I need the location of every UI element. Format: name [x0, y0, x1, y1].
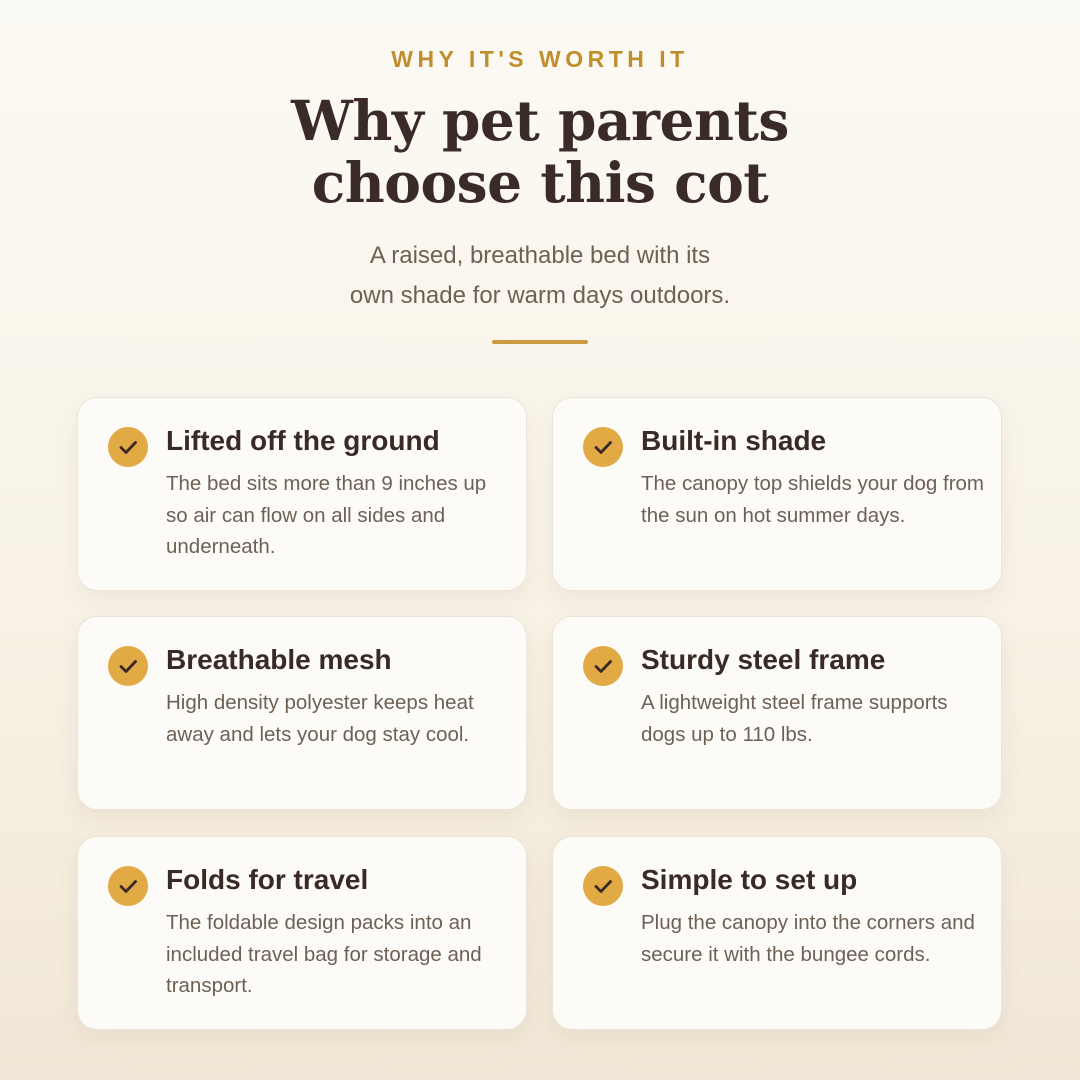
feature-card-setup	[552, 836, 1002, 1030]
feature-title: Simple to set up	[641, 864, 858, 895]
feature-card-mesh	[77, 616, 527, 810]
subtitle-line-1: A raised, breathable bed with its	[369, 242, 711, 269]
feature-description: Plug the canopy into the corners and secure it with the bungee cords.	[641, 911, 975, 966]
feature-title: Built-in shade	[641, 425, 827, 456]
check-icon	[108, 866, 148, 906]
check-icon	[583, 427, 623, 467]
check-icon	[108, 646, 148, 686]
feature-card-lifted	[77, 397, 527, 591]
feature-title: Breathable mesh	[166, 644, 392, 675]
feature-description: The bed sits more than 9 inches up so air can flow on all sides and underneath.	[166, 472, 487, 559]
title-line-1: Why pet parents	[291, 88, 789, 153]
feature-description: The foldable design packs into an included travel bag for storage and transport.	[166, 911, 482, 998]
feature-title: Lifted off the ground	[166, 425, 440, 456]
feature-card-shade	[552, 397, 1002, 591]
check-icon	[583, 646, 623, 686]
check-icon	[108, 427, 148, 467]
eyebrow-label: WHY IT'S WORTH IT	[391, 46, 689, 72]
header-divider	[492, 340, 588, 344]
title-line-2: choose this cot	[311, 150, 769, 215]
feature-title: Sturdy steel frame	[641, 644, 886, 675]
page-subtitle	[0, 236, 1080, 316]
check-icon	[583, 866, 623, 906]
feature-description: A lightweight steel frame supports dogs up to 110 lbs.	[641, 691, 948, 746]
page-title	[0, 90, 1080, 214]
subtitle-line-2: own shade for warm days outdoors.	[349, 282, 731, 309]
feature-card-frame	[552, 616, 1002, 810]
feature-card-travel	[77, 836, 527, 1030]
feature-description: The canopy top shields your dog from the sun on hot summer days.	[641, 472, 984, 527]
feature-description: High density polyester keeps heat away and lets your dog stay cool.	[166, 691, 474, 746]
feature-title: Folds for travel	[166, 864, 369, 895]
